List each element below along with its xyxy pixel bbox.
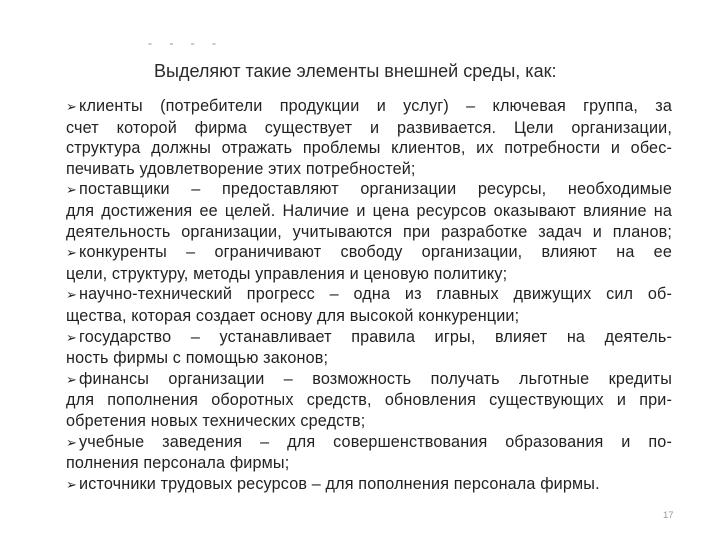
arrow-bullet-icon: ➢ <box>66 371 78 387</box>
top-marks: - - - - <box>148 36 223 50</box>
page-number: 17 <box>663 510 674 521</box>
text-line-content: деятельность организации, учитываются при разработке задач и планов; <box>66 222 672 241</box>
text-line <box>66 348 672 369</box>
text-line-content: для достижения ее целей. Наличие и цена ресурсов оказывают влияние на <box>66 201 672 220</box>
text-line <box>66 96 672 118</box>
text-line-content: полнения персонала фирмы; <box>66 454 290 473</box>
text-line <box>66 222 672 243</box>
text-line <box>66 242 672 264</box>
text-line-content: источники трудовых ресурсов – для пополнения персонала фирмы. <box>79 474 600 493</box>
text-line-content: конкуренты – ограничивают свободу организации, влияют на ее <box>79 243 672 262</box>
text-line-content: обретения новых технических средств; <box>66 411 366 430</box>
text-line <box>66 306 672 327</box>
slide-heading: Выделяют такие элементы внешней среды, как: <box>154 61 557 81</box>
text-line-content: поставщики – предоставляют организации ресурсы, необходимые <box>79 180 672 199</box>
arrow-bullet-icon: ➢ <box>66 245 78 261</box>
text-line <box>66 432 672 454</box>
text-line <box>66 179 672 201</box>
text-line-content: счет которой фирма существует и развивается. Цели организации, <box>66 118 672 137</box>
text-line <box>66 390 672 411</box>
text-line <box>66 118 672 139</box>
text-line-content: щества, которая создает основу для высокой конкуренции; <box>66 306 520 325</box>
arrow-bullet-icon: ➢ <box>66 329 78 345</box>
text-line <box>66 284 672 306</box>
arrow-bullet-icon: ➢ <box>66 287 78 303</box>
arrow-bullet-icon: ➢ <box>66 434 78 450</box>
text-line <box>66 369 672 391</box>
text-line <box>66 327 672 349</box>
arrow-bullet-icon: ➢ <box>66 182 78 198</box>
text-line <box>66 201 672 222</box>
text-line-content: учебные заведения – для совершенствования образования и по- <box>79 432 672 451</box>
text-line-content: цели, структуру, методы управления и ценовую политику; <box>66 264 508 283</box>
text-line-content: клиенты (потребители продукции и услуг) – ключевая группа, за <box>79 97 672 115</box>
text-line-content: печивать удовлетворение этих потребностей; <box>66 159 416 178</box>
text-line-content: для пополнения оборотных средств, обновления существующих и при- <box>66 391 672 410</box>
text-line-content: ность фирмы с помощью законов; <box>66 349 329 368</box>
text-line-content: финансы организации – возможность получать льготные кредиты <box>79 369 672 388</box>
text-line-content: государство – устанавливает правила игры, влияет на деятель- <box>79 327 672 346</box>
text-line-content: структура должны отражать проблемы клиентов, их потребности и обес- <box>66 139 672 158</box>
text-line <box>66 138 672 159</box>
body-text <box>66 96 672 495</box>
arrow-bullet-icon: ➢ <box>66 99 78 114</box>
text-line <box>66 453 672 474</box>
text-line <box>66 474 672 496</box>
arrow-bullet-icon: ➢ <box>66 476 78 492</box>
text-line <box>66 411 672 432</box>
text-line-content: научно-технический прогресс – одна из главных движущих сил об- <box>79 285 672 304</box>
text-line <box>66 264 672 285</box>
text-line <box>66 159 672 180</box>
